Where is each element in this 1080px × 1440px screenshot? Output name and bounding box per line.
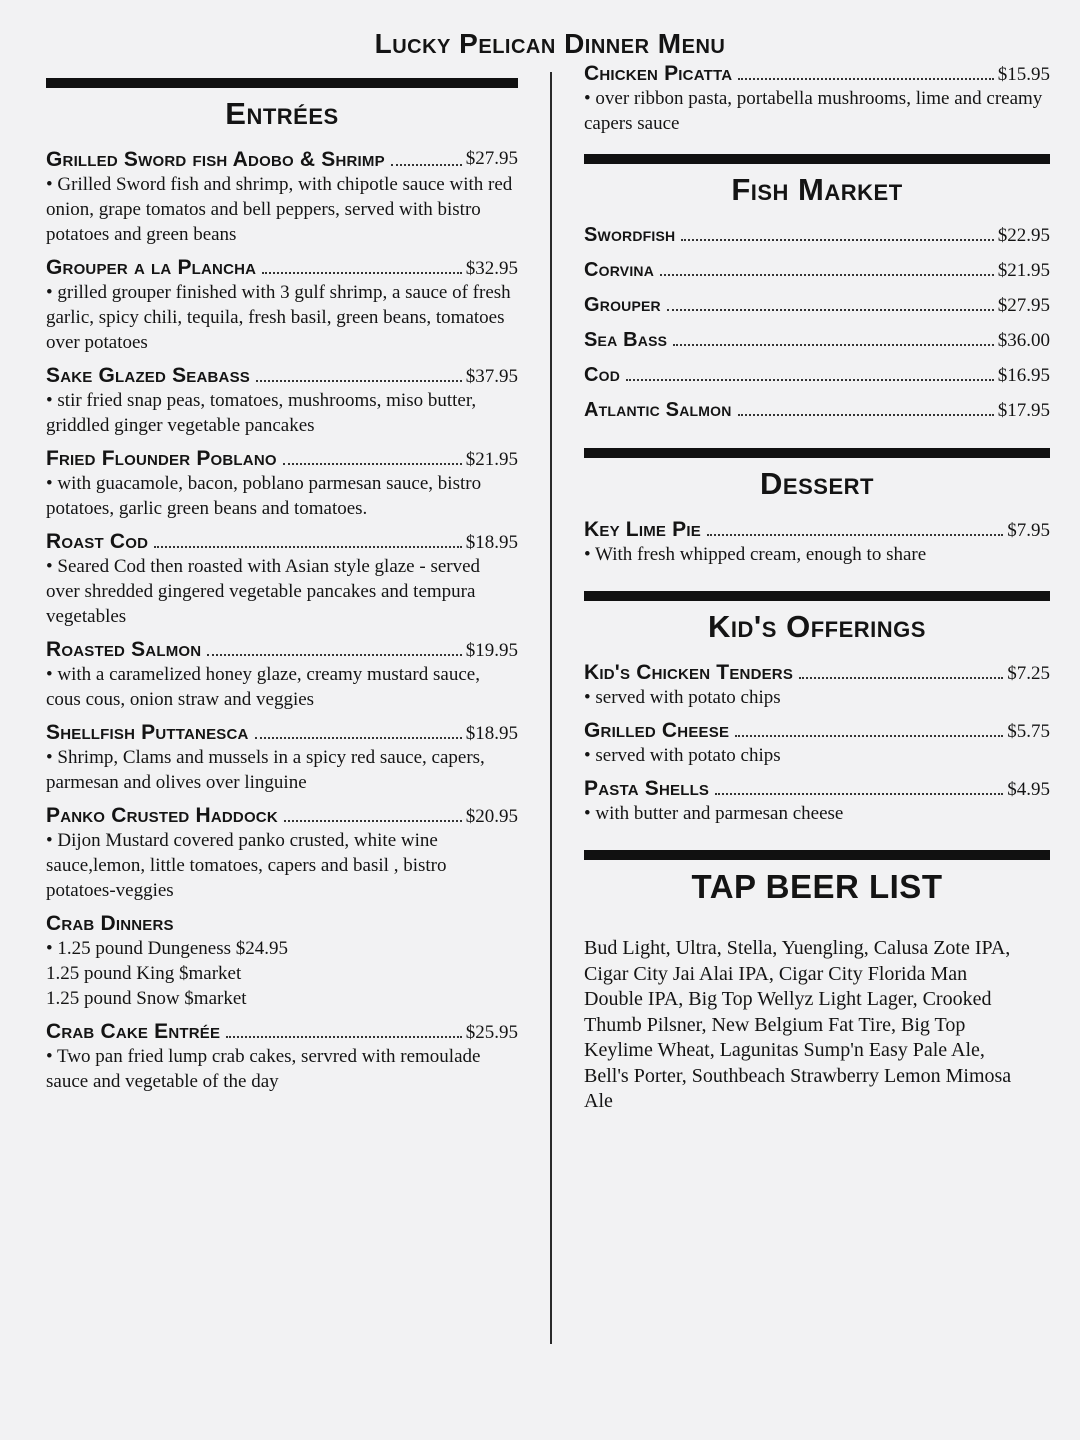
menu-item	[584, 719, 1050, 768]
item-price: $20.95	[465, 806, 518, 827]
menu-item	[584, 259, 1050, 282]
page-title: Lucky Pelican Dinner Menu	[374, 28, 726, 59]
item-price: $32.95	[465, 258, 518, 279]
item-price: $25.95	[465, 1022, 518, 1043]
menu-item	[46, 148, 518, 247]
item-name: Key Lime Pie	[584, 518, 701, 541]
crab-line: 1.25 pound King $market	[46, 963, 242, 984]
item-price: $7.25	[1007, 663, 1050, 684]
item-name: Grilled Sword fish Adobo & Shrimp	[46, 148, 385, 171]
leader-dots	[738, 78, 993, 80]
leader-dots	[738, 414, 994, 416]
menu-item	[584, 661, 1050, 710]
section-bar	[584, 850, 1050, 860]
kids-heading: Kid's Offerings	[708, 609, 926, 644]
section-bar	[584, 591, 1050, 601]
item-price: $5.75	[1007, 721, 1050, 742]
leader-dots	[284, 820, 462, 822]
crab-line: 1.25 pound Snow $market	[46, 988, 247, 1009]
leader-dots	[667, 309, 994, 311]
menu-item	[584, 294, 1050, 317]
item-price: $16.95	[997, 365, 1050, 386]
item-price: $7.95	[1007, 520, 1050, 541]
dessert-heading: Dessert	[760, 466, 874, 501]
item-description: • Two pan fried lump crab cakes, servred with remoulade sauce and vegetable of the day	[46, 1046, 481, 1092]
item-description: • with a caramelized honey glaze, creamy mustard sauce, cous cous, onion straw and veggies	[46, 664, 480, 710]
section-bar	[46, 78, 518, 88]
item-description: • with guacamole, bacon, poblano parmesan sauce, bistro potatoes, garlic green beans and tomatoes.	[46, 473, 482, 519]
item-description: • served with potato chips	[584, 745, 781, 766]
item-price: $19.95	[465, 640, 518, 661]
menu-item	[584, 329, 1050, 352]
leader-dots	[681, 239, 993, 241]
crab-dinners	[46, 912, 518, 1011]
item-description: • Seared Cod then roasted with Asian style glaze - served over shredded gingered vegetable pancakes and tempura vegetables	[46, 556, 481, 627]
leader-dots	[735, 735, 1003, 737]
menu-item	[46, 256, 518, 355]
beer-list: Bud Light, Ultra, Stella, Yuengling, Calusa Zote IPA, Cigar City Jai Alai IPA, Cigar City Florida Man Double IPA, Big Top Wellyz Light Lager, Crooked Thumb Pilsner, New Belgium Fat Tire, Big Top Keylime Wheat, Lagunitas Sump'n Easy Pale Ale, Bell's Porter, Southbeach Strawberry Lemon Mimosa Ale	[584, 937, 1012, 1112]
item-name: Crab Dinners	[46, 912, 174, 935]
item-name: Chicken Picatta	[584, 62, 733, 85]
menu-item	[584, 777, 1050, 826]
item-price: $15.95	[997, 64, 1050, 85]
leader-dots	[660, 274, 994, 276]
menu-item	[46, 721, 518, 795]
leader-dots	[799, 677, 1003, 679]
item-description: • grilled grouper finished with 3 gulf shrimp, a sauce of fresh garlic, spicy chili, tequila, fresh basil, green beans, tomatoes over potatoes	[46, 282, 511, 353]
crab-line: • 1.25 pound Dungeness $24.95	[46, 938, 289, 959]
item-name: Kid's Chicken Tenders	[584, 661, 794, 684]
leader-dots	[391, 164, 462, 166]
left-column	[46, 78, 518, 1103]
leader-dots	[262, 272, 462, 274]
column-divider	[550, 72, 552, 1344]
item-name: Grouper	[584, 294, 661, 316]
leader-dots	[673, 344, 994, 346]
item-name: Shellfish Puttanesca	[46, 721, 249, 744]
item-name: Panko Crusted Haddock	[46, 804, 278, 827]
item-name: Corvina	[584, 259, 655, 281]
item-price: $27.95	[997, 295, 1050, 316]
item-price: $36.00	[997, 330, 1050, 351]
fish-market-heading: Fish Market	[731, 172, 903, 207]
item-name: Grouper a la Plancha	[46, 256, 257, 279]
menu-item	[584, 224, 1050, 247]
menu-item	[46, 804, 518, 903]
item-description: • served with potato chips	[584, 687, 781, 708]
item-price: $21.95	[465, 449, 518, 470]
leader-dots	[256, 380, 462, 382]
item-name: Atlantic Salmon	[584, 399, 732, 421]
menu-item	[46, 447, 518, 521]
item-price: $37.95	[465, 366, 518, 387]
item-price: $27.95	[465, 148, 518, 169]
item-name: Fried Flounder Poblano	[46, 447, 277, 470]
leader-dots	[207, 654, 461, 656]
menu-item	[46, 364, 518, 438]
item-description: • Dijon Mustard covered panko crusted, white wine sauce,lemon, little tomatoes, capers and basil , bistro potatoes-veggies	[46, 830, 447, 901]
item-price: $17.95	[997, 400, 1050, 421]
item-name: Pasta Shells	[584, 777, 710, 800]
item-name: Crab Cake Entrée	[46, 1020, 221, 1043]
item-price: $18.95	[465, 723, 518, 744]
item-description: • With fresh whipped cream, enough to share	[584, 544, 927, 565]
leader-dots	[255, 737, 462, 739]
section-bar	[584, 154, 1050, 164]
item-name: Sake Glazed Seabass	[46, 364, 250, 387]
leader-dots	[707, 534, 1003, 536]
leader-dots	[715, 793, 1003, 795]
menu-item	[584, 518, 1050, 567]
item-price: $21.95	[997, 260, 1050, 281]
item-name: Swordfish	[584, 224, 676, 246]
menu-item	[46, 530, 518, 629]
item-description: • Grilled Sword fish and shrimp, with chipotle sauce with red onion, grape tomatos and bell peppers, served with bistro potatoes and green beans	[46, 174, 513, 245]
item-name: Grilled Cheese	[584, 719, 730, 742]
item-price: $4.95	[1007, 779, 1050, 800]
leader-dots	[226, 1036, 462, 1038]
item-name: Roasted Salmon	[46, 638, 202, 661]
menu-item	[584, 62, 1050, 136]
item-description: • stir fried snap peas, tomatoes, mushrooms, miso butter, griddled ginger vegetable pancakes	[46, 390, 477, 436]
item-price: $22.95	[997, 225, 1050, 246]
leader-dots	[154, 546, 462, 548]
leader-dots	[283, 463, 462, 465]
item-description: • Shrimp, Clams and mussels in a spicy red sauce, capers, parmesan and olives over linguine	[46, 747, 485, 793]
item-name: Roast Cod	[46, 530, 149, 553]
entrees-heading: Entrées	[225, 96, 339, 131]
menu-item	[46, 1020, 518, 1094]
item-price: $18.95	[465, 532, 518, 553]
item-name: Cod	[584, 364, 621, 386]
menu-item	[584, 364, 1050, 387]
leader-dots	[626, 379, 994, 381]
menu-item	[46, 638, 518, 712]
menu-item	[584, 399, 1050, 422]
section-bar	[584, 448, 1050, 458]
item-description: • over ribbon pasta, portabella mushrooms, lime and creamy capers sauce	[584, 88, 1043, 134]
beer-heading: TAP BEER LIST	[691, 868, 943, 905]
right-column	[584, 62, 1050, 1115]
item-name: Sea Bass	[584, 329, 668, 351]
item-description: • with butter and parmesan cheese	[584, 803, 844, 824]
